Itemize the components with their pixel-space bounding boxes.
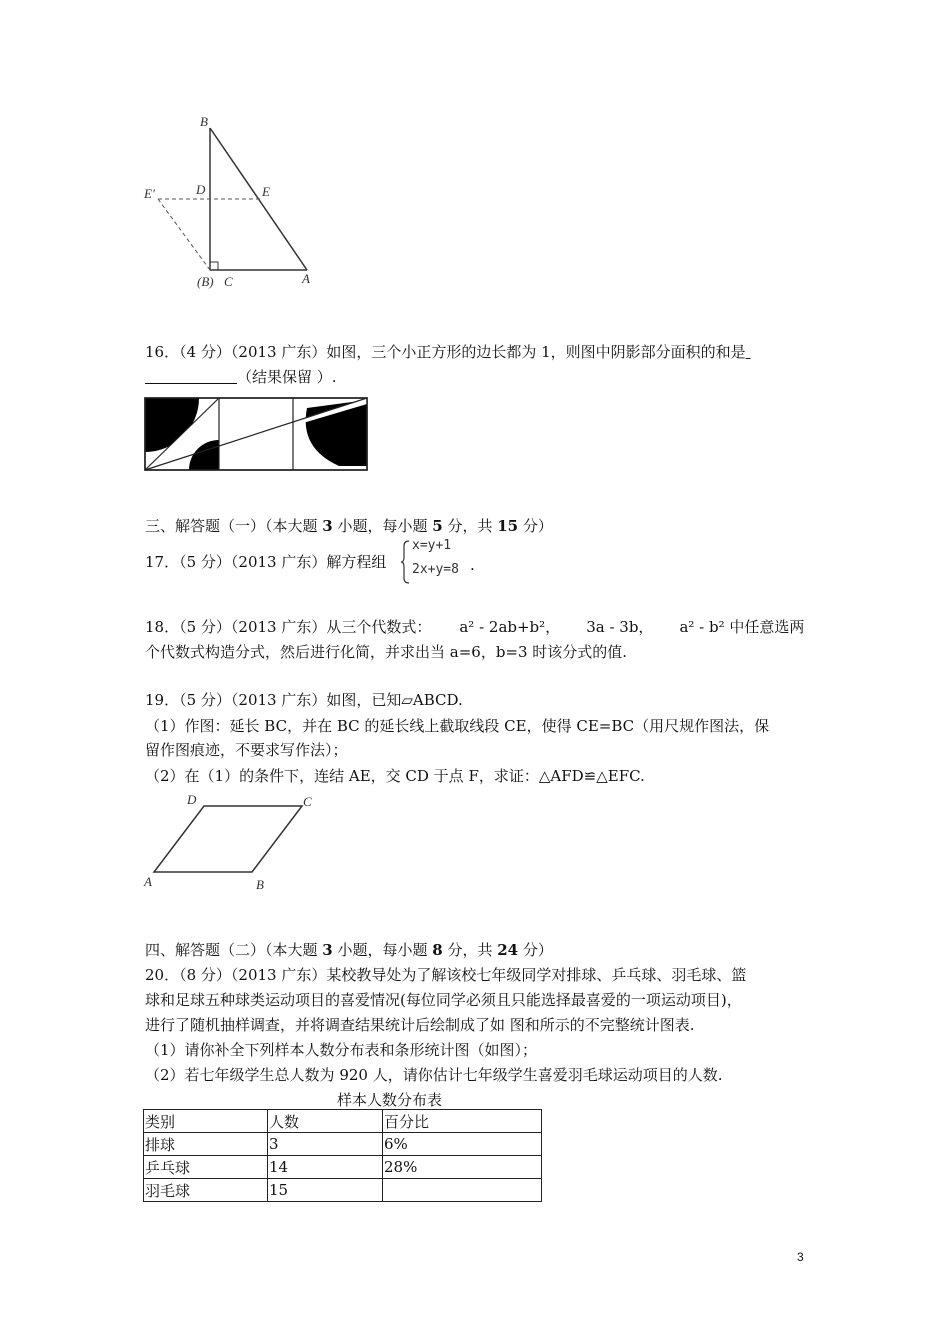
- label-D: D: [196, 182, 206, 197]
- table-title: 样本人数分布表: [337, 1091, 443, 1109]
- label-E: E: [262, 184, 270, 199]
- q20-line5: （2）若七年级学生总人数为 920 人，请你估计七年级学生喜爱羽毛球运动项目的人数.: [145, 1066, 723, 1084]
- answer-blank: [145, 369, 237, 384]
- label-B: B: [256, 877, 264, 892]
- header-percent: 百分比: [383, 1110, 542, 1133]
- header-category: 类别: [144, 1110, 268, 1133]
- q20-line2: 球和足球五种球类运动项目的喜爱情况(每位同学必须且只能选择最喜爱的一项运动项目)，: [145, 991, 742, 1009]
- cell-count: 15: [268, 1179, 383, 1202]
- q19-line1: 19．（5 分）（2013 广东）如图，已知▱ABCD.: [145, 691, 463, 709]
- cell-percent: 28%: [383, 1156, 542, 1179]
- equation-1: x=y+1: [412, 538, 452, 553]
- cell-count: 14: [268, 1156, 383, 1179]
- label-E-prime: E': [144, 186, 155, 201]
- label-C: C: [224, 274, 233, 289]
- q19-line2: （1）作图：延长 BC，并在 BC 的延长线上截取线段 CE，使得 CE=BC（用尺规作图法，保: [145, 717, 770, 735]
- label-B-paren: (B): [197, 274, 214, 289]
- three-squares-figure: [143, 396, 369, 472]
- label-A: A: [302, 271, 310, 286]
- cell-category: 羽毛球: [144, 1179, 268, 1202]
- cell-percent: [383, 1179, 542, 1202]
- table-row: [144, 1179, 542, 1202]
- q20-line4: （1）请你补全下列样本人数分布表和条形统计图（如图）；: [145, 1041, 538, 1059]
- q19-line3: 留作图痕迹，不要求写作法）；: [145, 741, 348, 759]
- parallelogram-ABCD: [154, 806, 302, 872]
- brace-icon: [400, 540, 410, 584]
- segment-E-prime-C: [158, 199, 210, 270]
- q16-line1: 16．（4 分）（2013 广东）如图，三个小正方形的边长都为 1，则图中阴影部分面积的和是: [145, 343, 746, 361]
- section4-heading: 四、解答题（二）（本大题 3 小题，每小题 8 分，共 24 分）: [145, 941, 553, 959]
- label-C: C: [303, 794, 312, 809]
- cell-category: 排球: [144, 1133, 268, 1156]
- equation-system: [400, 538, 480, 584]
- q18-line2: 个代数式构造分式，然后进行化简，并求出当 a=6，b=3 时该分式的值.: [145, 643, 628, 661]
- table-header-row: [144, 1110, 542, 1133]
- table-row: [144, 1133, 542, 1156]
- q20-line1: 20．（8 分）（2013 广东）某校教导处为了解该校七年级同学对排球、乒乓球、羽毛球、篮: [145, 966, 747, 984]
- label-B: B: [200, 114, 208, 129]
- equation-2: 2x+y=8: [412, 562, 459, 577]
- table-row: [144, 1156, 542, 1179]
- cell-count: 3: [268, 1133, 383, 1156]
- cell-percent: 6%: [383, 1133, 542, 1156]
- q19-line4: （2）在（1）的条件下，连结 AE，交 CD 于点 F，求证：△AFD≌△EFC.: [145, 767, 645, 785]
- cell-category: 乒乓球: [144, 1156, 268, 1179]
- right-angle-mark: [210, 262, 218, 270]
- q17-suffix: .: [470, 556, 475, 574]
- section3-heading: 三、解答题（一）（本大题 3 小题，每小题 5 分，共 15 分）: [145, 517, 553, 535]
- parallelogram-figure: [140, 790, 330, 894]
- distribution-table: [143, 1109, 542, 1202]
- q18-line1: 18．（5 分）（2013 广东）从三个代数式： a² - 2ab+b²， 3a - 3b， a² - b² 中任意选两: [145, 618, 805, 636]
- label-D: D: [187, 792, 197, 807]
- q16-line2: （结果保留 ）.: [145, 367, 337, 387]
- page-number: 3: [797, 1250, 804, 1264]
- q20-line3: 进行了随机抽样调查，并将调查结果统计后绘制成了如 图和所示的不完整统计图表.: [145, 1016, 695, 1034]
- triangle-figure: [140, 110, 330, 300]
- header-count: 人数: [268, 1110, 383, 1133]
- label-A: A: [144, 874, 152, 889]
- q17-prefix: 17．（5 分）（2013 广东）解方程组: [145, 553, 387, 571]
